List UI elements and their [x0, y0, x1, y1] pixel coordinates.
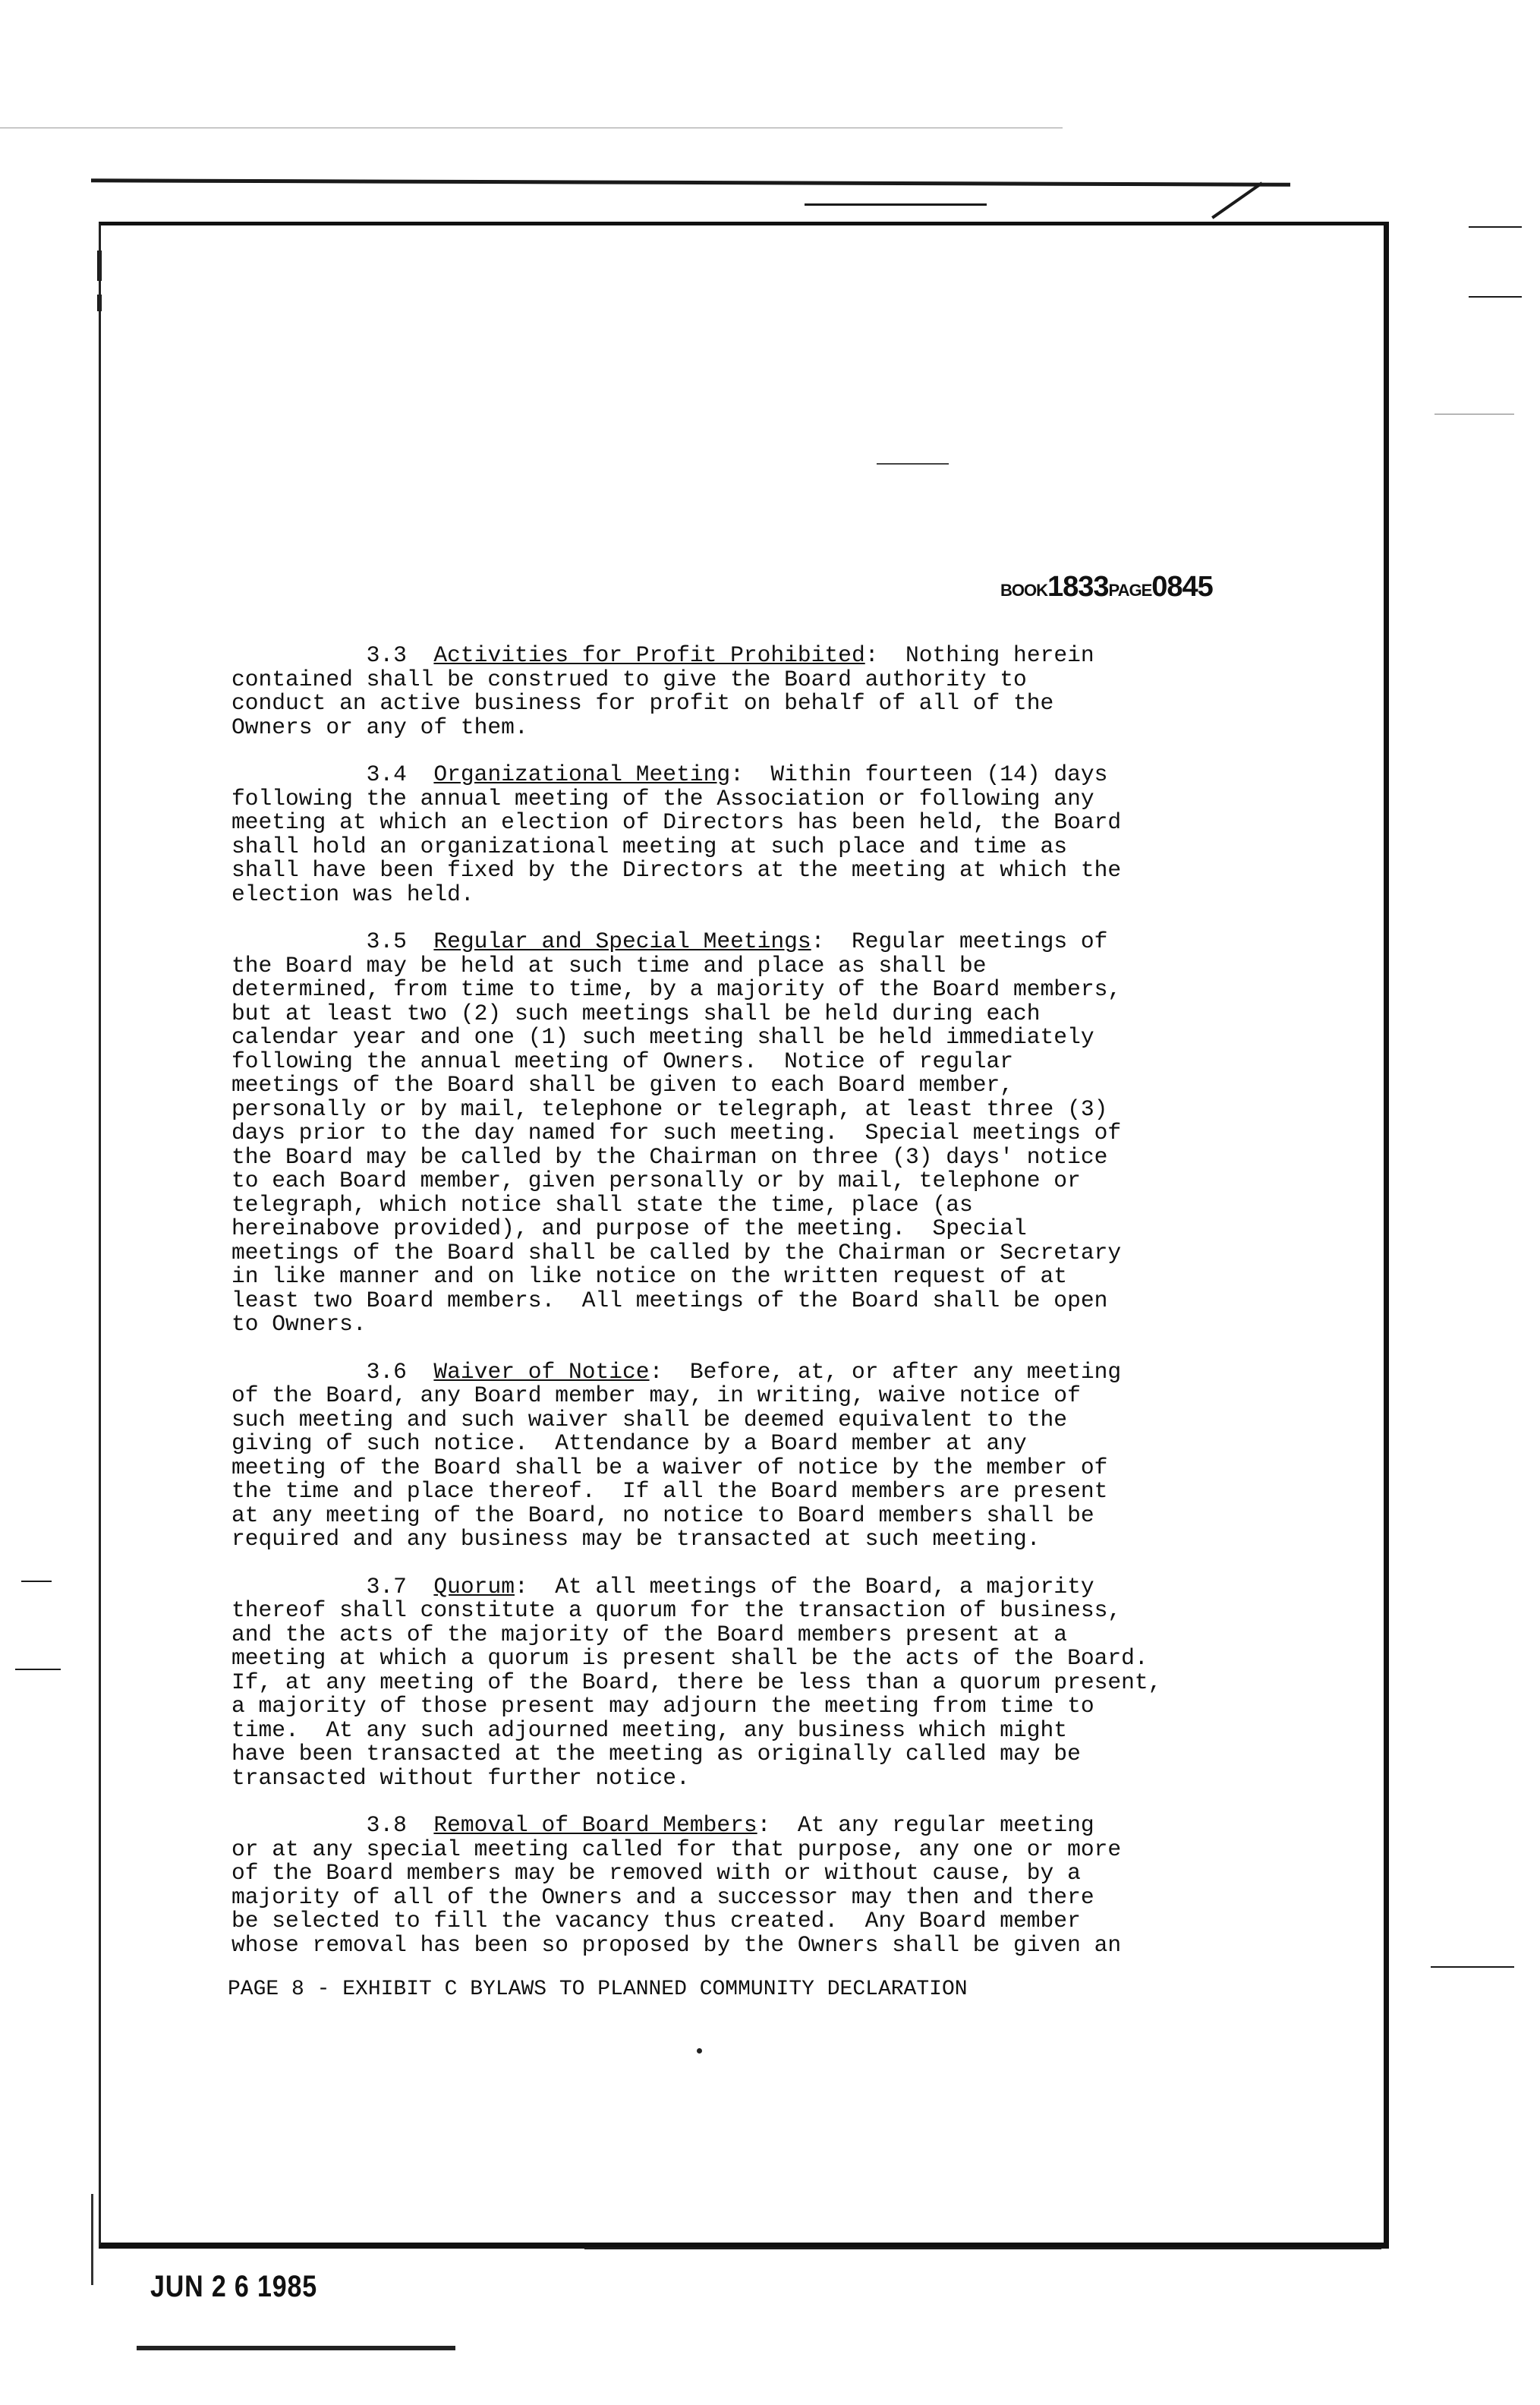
margin-mark [1469, 296, 1522, 298]
text-line: telegraph, which notice shall state the time, place (as [231, 1191, 973, 1218]
margin-mark [21, 1581, 52, 1582]
scan-corner-slash [1211, 181, 1263, 219]
section-heading: Activities for Profit Prohibited [433, 642, 865, 668]
text-line: but at least two (2) such meetings shall be held during each [231, 1000, 1041, 1026]
text-line: 3.8 Removal of Board Members: At any regular meeting [366, 1812, 1094, 1838]
line-text: Nothing herein [905, 642, 1094, 668]
text-line: least two Board members. All meetings of the Board shall be open [231, 1287, 1108, 1313]
text-line: meeting at which a quorum is present shall be the acts of the Board. [231, 1645, 1148, 1671]
text-line: election was held. [231, 881, 474, 907]
page-number: 0845 [1151, 571, 1213, 603]
text-line: following the annual meeting of the Association or following any [231, 785, 1094, 812]
text-line: be selected to fill the vacancy thus created. Any Board member [231, 1908, 1081, 1934]
scan-top-rule [91, 178, 1290, 187]
text-line: following the annual meeting of Owners. Notice of regular [231, 1048, 1014, 1074]
book-number: 1833 [1047, 571, 1109, 603]
margin-mark [1431, 1966, 1514, 1968]
text-line: giving of such notice. Attendance by a Board member at any [231, 1430, 1027, 1456]
text-line: to Owners. [231, 1311, 367, 1337]
text-line: determined, from time to time, by a majority of the Board members, [231, 976, 1122, 1002]
scan-bottom-strip [137, 2346, 455, 2350]
text-line: of the Board, any Board member may, in writing, waive notice of [231, 1382, 1081, 1408]
bylaw-section [231, 763, 1241, 906]
text-line: shall hold an organizational meeting at such place and time as [231, 833, 1068, 859]
text-line: to each Board member, given personally or by mail, telephone or [231, 1168, 1081, 1193]
text-line: at any meeting of the Board, no notice to Board members shall be [231, 1502, 1094, 1528]
text-line: meetings of the Board shall be given to each Board member, [231, 1072, 1014, 1098]
text-line: in like manner and on like notice on the written request of at [231, 1263, 1068, 1289]
scan-speck [697, 2048, 702, 2054]
margin-mark [15, 1669, 61, 1670]
section-heading: Regular and Special Meetings [433, 928, 811, 954]
section-heading: Removal of Board Members [433, 1812, 757, 1838]
section-number: 3.4 [366, 761, 407, 787]
text-line: 3.6 Waiver of Notice: Before, at, or after any meeting [366, 1358, 1122, 1385]
bylaw-section [231, 930, 1241, 1337]
line-text: Within fourteen (14) days [770, 761, 1108, 787]
scan-top-rule-fragment [805, 203, 987, 206]
text-line: conduct an active business for profit on behalf of all of the [231, 690, 1054, 716]
text-line: the Board may be called by the Chairman on three (3) days' notice [231, 1143, 1108, 1170]
date-stamp: JUN 2 6 1985 [150, 2270, 318, 2303]
page-footer: PAGE 8 - EXHIBIT C BYLAWS TO PLANNED COMMUNITY DECLARATION [228, 1978, 968, 2001]
text-line: meeting of the Board shall be a waiver of notice by the member of [231, 1454, 1108, 1480]
scan-bracket [91, 2194, 93, 2285]
text-line: have been transacted at the meeting as originally called may be [231, 1741, 1081, 1767]
text-line: transacted without further notice. [231, 1764, 690, 1791]
text-line: meeting at which an election of Directors has been held, the Board [231, 809, 1122, 835]
text-line: whose removal has been so proposed by the Owners shall be given an [231, 1931, 1122, 1958]
text-line: and the acts of the majority of the Board members present at a [231, 1621, 1068, 1647]
page-label: PAGE [1108, 581, 1152, 600]
text-line: 3.3 Activities for Profit Prohibited: Nothing herein [366, 642, 1094, 668]
text-line: thereof shall constitute a quorum for the transaction of business, [231, 1597, 1122, 1623]
text-line: meetings of the Board shall be called by the Chairman or Secretary [231, 1239, 1122, 1266]
line-text: Regular meetings of [851, 928, 1108, 954]
section-number: 3.5 [366, 928, 407, 954]
bylaw-section [231, 644, 1241, 739]
line-text: At any regular meeting [797, 1812, 1094, 1838]
text-line: 3.4 Organizational Meeting: Within fourteen (14) days [366, 761, 1108, 787]
text-line: time. At any such adjourned meeting, any business which might [231, 1716, 1068, 1743]
text-line: a majority of those present may adjourn the meeting from time to [231, 1693, 1094, 1719]
text-line: 3.7 Quorum: At all meetings of the Board, a majority [366, 1573, 1094, 1600]
section-number: 3.8 [366, 1812, 407, 1838]
text-line: personally or by mail, telephone or telegraph, at least three (3) [231, 1095, 1108, 1122]
text-line: or at any special meeting called for that purpose, any one or more [231, 1836, 1122, 1862]
text-line: Owners or any of them. [231, 714, 528, 740]
book-page-stamp [1000, 571, 1213, 604]
scan-bottom-rule [584, 2247, 1381, 2249]
text-line: required and any business may be transacted at such meeting. [231, 1526, 1041, 1552]
text-line: hereinabove provided), and purpose of the meeting. Special [231, 1215, 1027, 1241]
section-heading: Organizational Meeting [433, 761, 731, 787]
section-number: 3.3 [366, 642, 407, 668]
section-number: 3.6 [366, 1358, 407, 1385]
section-heading: Quorum [433, 1573, 515, 1600]
text-line: 3.5 Regular and Special Meetings: Regular meetings of [366, 928, 1108, 954]
text-line: of the Board members may be removed with or without cause, by a [231, 1860, 1081, 1886]
section-heading: Waiver of Notice [433, 1358, 650, 1385]
text-line: shall have been fixed by the Directors at the meeting at which the [231, 857, 1122, 883]
bylaws-body [231, 644, 1241, 1981]
bylaw-section [231, 1360, 1241, 1552]
text-line: majority of all of the Owners and a successor may then and there [231, 1883, 1094, 1910]
text-line: such meeting and such waiver shall be deemed equivalent to the [231, 1406, 1068, 1433]
text-line: If, at any meeting of the Board, there be less than a quorum present, [231, 1669, 1162, 1695]
text-line: the time and place thereof. If all the Board members are present [231, 1478, 1108, 1504]
line-text: At all meetings of the Board, a majority [555, 1573, 1094, 1600]
bylaw-section [231, 1814, 1241, 1957]
text-line: the Board may be held at such time and place as shall be [231, 952, 987, 979]
section-number: 3.7 [366, 1573, 407, 1600]
text-line: calendar year and one (1) such meeting shall be held immediately [231, 1024, 1094, 1050]
margin-mark [1469, 226, 1522, 228]
line-text: Before, at, or after any meeting [689, 1358, 1122, 1385]
book-label: BOOK [1000, 581, 1047, 600]
text-line: days prior to the day named for such meeting. Special meetings of [231, 1120, 1122, 1146]
bylaw-section [231, 1575, 1241, 1791]
text-line: contained shall be construed to give the Board authority to [231, 666, 1027, 692]
